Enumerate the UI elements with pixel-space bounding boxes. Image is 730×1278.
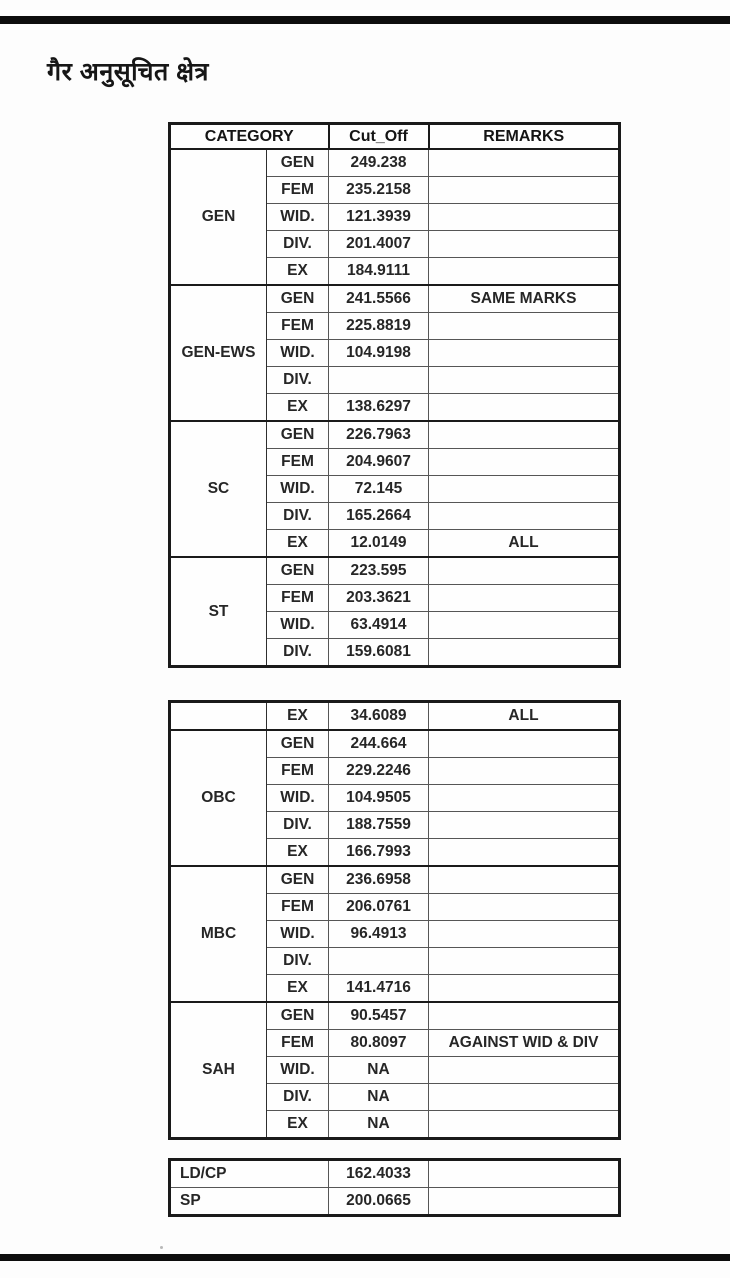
cutoff-value-cell: NA	[329, 1084, 429, 1111]
remarks-cell	[429, 204, 620, 231]
subcategory-cell: GEN	[267, 866, 329, 894]
subcategory-cell: FEM	[267, 1030, 329, 1057]
subcategory-cell: DIV.	[267, 812, 329, 839]
remarks-cell	[429, 785, 620, 812]
remarks-cell	[429, 975, 620, 1003]
remarks-cell: ALL	[429, 702, 620, 731]
remarks-cell	[429, 557, 620, 585]
remarks-cell	[429, 1111, 620, 1139]
table-row	[170, 557, 620, 585]
category-cell: GEN	[170, 149, 267, 285]
remarks-cell	[429, 894, 620, 921]
cutoff-value-cell: 141.4716	[329, 975, 429, 1003]
table-row	[170, 1188, 620, 1216]
cutoff-value-cell: 235.2158	[329, 177, 429, 204]
cutoff-value-cell: 72.145	[329, 476, 429, 503]
cutoff-value-cell: 203.3621	[329, 585, 429, 612]
subcategory-cell: WID.	[267, 785, 329, 812]
cutoff-value-cell: 241.5566	[329, 285, 429, 313]
category-label-cell: SP	[170, 1188, 329, 1216]
remarks-cell	[429, 612, 620, 639]
cutoff-value-cell: 200.0665	[329, 1188, 429, 1216]
subcategory-cell: FEM	[267, 449, 329, 476]
cutoff-value-cell: 104.9198	[329, 340, 429, 367]
subcategory-cell: GEN	[267, 730, 329, 758]
cutoff-value-cell: 96.4913	[329, 921, 429, 948]
cutoff-value-cell	[329, 367, 429, 394]
cutoff-value-cell: 229.2246	[329, 758, 429, 785]
subcategory-cell: EX	[267, 1111, 329, 1139]
remarks-cell	[429, 149, 620, 177]
subcategory-cell: DIV.	[267, 503, 329, 530]
table-row	[170, 702, 620, 731]
subcategory-cell: WID.	[267, 612, 329, 639]
cutoff-table-bottom	[168, 1158, 621, 1217]
table-row	[170, 1160, 620, 1188]
subcategory-cell: DIV.	[267, 948, 329, 975]
cutoff-value-cell: 249.238	[329, 149, 429, 177]
table-row	[170, 730, 620, 758]
table-row	[170, 421, 620, 449]
table-row	[170, 1002, 620, 1030]
remarks-cell	[429, 639, 620, 667]
remarks-cell	[429, 476, 620, 503]
subcategory-cell: DIV.	[267, 1084, 329, 1111]
cutoff-value-cell: 204.9607	[329, 449, 429, 476]
category-cell	[170, 702, 267, 731]
remarks-cell	[429, 1084, 620, 1111]
subcategory-cell: FEM	[267, 894, 329, 921]
remarks-cell	[429, 758, 620, 785]
subcategory-cell: FEM	[267, 313, 329, 340]
cutoff-value-cell: NA	[329, 1111, 429, 1139]
remarks-cell	[429, 231, 620, 258]
remarks-cell	[429, 585, 620, 612]
category-cell: MBC	[170, 866, 267, 1002]
subcategory-cell: GEN	[267, 149, 329, 177]
remarks-cell	[429, 730, 620, 758]
category-cell: OBC	[170, 730, 267, 866]
subcategory-cell: EX	[267, 702, 329, 731]
header-row	[170, 124, 620, 150]
remarks-cell	[429, 503, 620, 530]
cutoff-value-cell: 165.2664	[329, 503, 429, 530]
subcategory-cell: GEN	[267, 285, 329, 313]
subcategory-cell: DIV.	[267, 231, 329, 258]
remarks-cell	[429, 921, 620, 948]
remarks-cell	[429, 948, 620, 975]
remarks-cell	[429, 1188, 620, 1216]
remarks-cell	[429, 812, 620, 839]
subcategory-cell: GEN	[267, 421, 329, 449]
cutoff-value-cell: 159.6081	[329, 639, 429, 667]
category-cell: GEN-EWS	[170, 285, 267, 421]
cutoff-value-cell: 184.9111	[329, 258, 429, 286]
subcategory-cell: EX	[267, 530, 329, 558]
subcategory-cell: GEN	[267, 557, 329, 585]
subcategory-cell: FEM	[267, 177, 329, 204]
cutoff-value-cell: 12.0149	[329, 530, 429, 558]
cutoff-value-cell: 166.7993	[329, 839, 429, 867]
cutoff-value-cell: 63.4914	[329, 612, 429, 639]
cutoff-value-cell: 244.664	[329, 730, 429, 758]
remarks-cell: SAME MARKS	[429, 285, 620, 313]
subcategory-cell: WID.	[267, 921, 329, 948]
cutoff-value-cell: 206.0761	[329, 894, 429, 921]
cutoff-value-cell: 226.7963	[329, 421, 429, 449]
remarks-cell	[429, 1002, 620, 1030]
remarks-cell	[429, 394, 620, 422]
remarks-cell	[429, 421, 620, 449]
remarks-cell	[429, 367, 620, 394]
subcategory-cell: EX	[267, 975, 329, 1003]
subcategory-cell: GEN	[267, 1002, 329, 1030]
cutoff-table-middle	[168, 700, 621, 1140]
remarks-cell: AGAINST WID & DIV	[429, 1030, 620, 1057]
remarks-cell	[429, 839, 620, 867]
cutoff-table-upper	[168, 122, 621, 668]
cutoff-value-cell: 104.9505	[329, 785, 429, 812]
header-cutoff: Cut_Off	[329, 124, 429, 150]
remarks-cell	[429, 1160, 620, 1188]
cutoff-value-cell: 188.7559	[329, 812, 429, 839]
remarks-cell	[429, 258, 620, 286]
remarks-cell	[429, 340, 620, 367]
subcategory-cell: FEM	[267, 758, 329, 785]
page-title: गैर अनुसूचित क्षेत्र	[47, 58, 209, 86]
cutoff-value-cell: 201.4007	[329, 231, 429, 258]
subcategory-cell: WID.	[267, 340, 329, 367]
remarks-cell	[429, 313, 620, 340]
cutoff-value-cell: 225.8819	[329, 313, 429, 340]
cutoff-value-cell: 223.595	[329, 557, 429, 585]
category-cell: ST	[170, 557, 267, 667]
header-category: CATEGORY	[170, 124, 329, 150]
table-row	[170, 866, 620, 894]
cutoff-value-cell: 34.6089	[329, 702, 429, 731]
subcategory-cell: WID.	[267, 1057, 329, 1084]
subcategory-cell: EX	[267, 394, 329, 422]
bottom-border-bar	[0, 1254, 730, 1261]
header-remarks: REMARKS	[429, 124, 620, 150]
subcategory-cell: WID.	[267, 476, 329, 503]
cutoff-value-cell: 90.5457	[329, 1002, 429, 1030]
cutoff-value-cell: 236.6958	[329, 866, 429, 894]
remarks-cell	[429, 449, 620, 476]
subcategory-cell: WID.	[267, 204, 329, 231]
subcategory-cell: DIV.	[267, 639, 329, 667]
remarks-cell	[429, 177, 620, 204]
category-cell: SC	[170, 421, 267, 557]
subcategory-cell: DIV.	[267, 367, 329, 394]
category-cell: SAH	[170, 1002, 267, 1139]
subcategory-cell: EX	[267, 839, 329, 867]
cutoff-value-cell: 162.4033	[329, 1160, 429, 1188]
category-label-cell: LD/CP	[170, 1160, 329, 1188]
cutoff-value-cell	[329, 948, 429, 975]
remarks-cell	[429, 1057, 620, 1084]
top-border-bar	[0, 16, 730, 24]
table-row	[170, 149, 620, 177]
cutoff-value-cell: NA	[329, 1057, 429, 1084]
cutoff-value-cell: 80.8097	[329, 1030, 429, 1057]
cutoff-value-cell: 138.6297	[329, 394, 429, 422]
remarks-cell: ALL	[429, 530, 620, 558]
table-row	[170, 285, 620, 313]
scan-artifact-dot	[160, 1246, 163, 1249]
cutoff-value-cell: 121.3939	[329, 204, 429, 231]
remarks-cell	[429, 866, 620, 894]
subcategory-cell: EX	[267, 258, 329, 286]
subcategory-cell: FEM	[267, 585, 329, 612]
